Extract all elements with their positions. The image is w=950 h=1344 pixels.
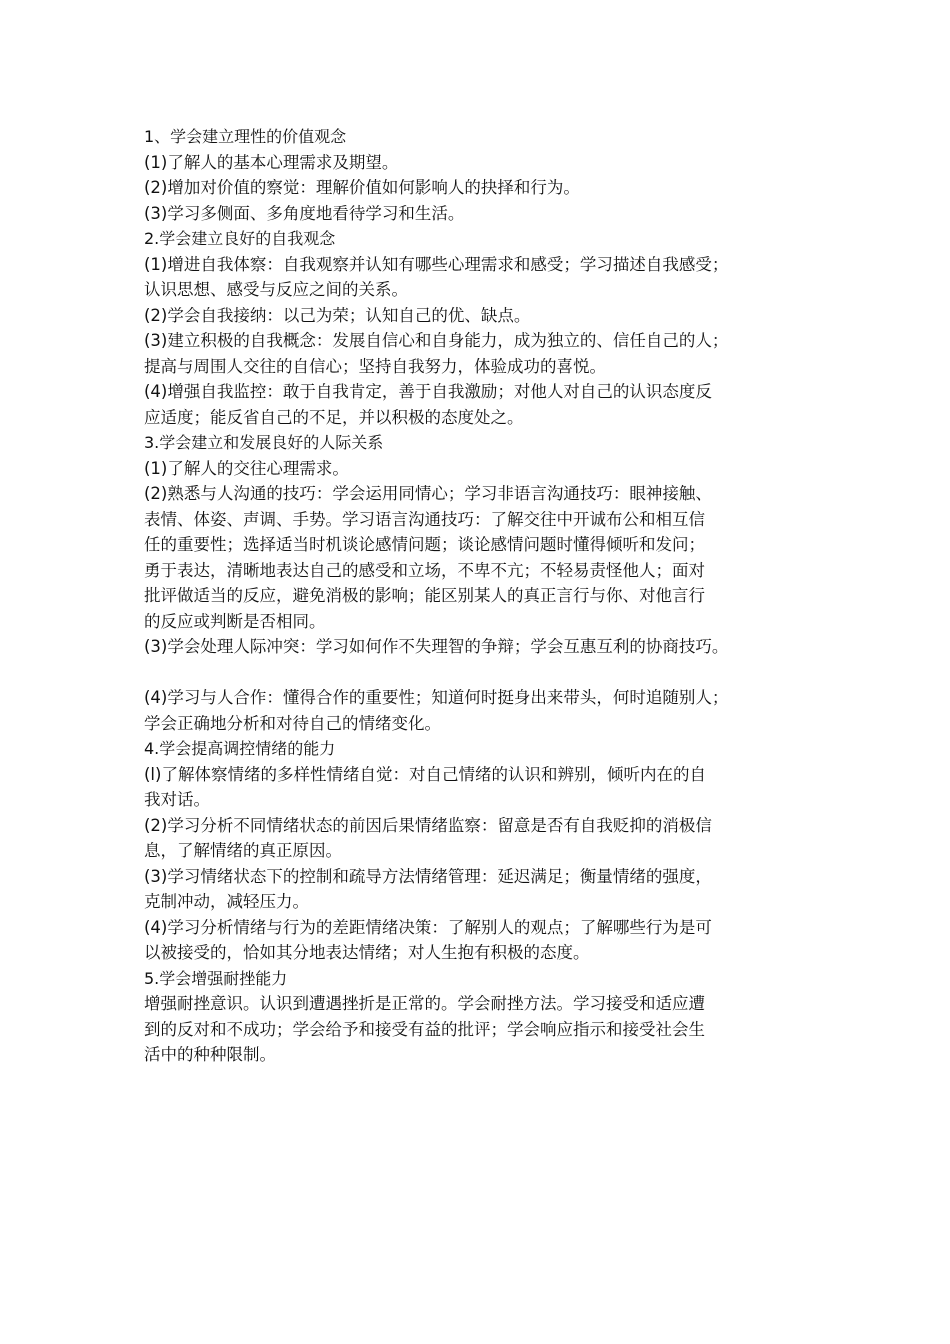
section-heading-4: 4.学会提高调控情绪的能力 xyxy=(144,739,336,758)
section-heading-2: 2.学会建立良好的自我观念 xyxy=(144,229,336,248)
section-heading-3: 3.学会建立和发展良好的人际关系 xyxy=(144,433,384,452)
paragraph-line: 我对话。 xyxy=(144,790,210,809)
paragraph-line: 应适度；能反省自己的不足，并以积极的态度处之。 xyxy=(144,407,524,427)
paragraph-line: (4)增强自我监控：敢于自我肯定，善于自我激励；对他人对自己的认识态度反 xyxy=(144,382,712,401)
paragraph-line: 息，了解情绪的真正原因。 xyxy=(144,841,342,860)
paragraph-line: 克制冲动，减轻压力。 xyxy=(144,892,309,911)
paragraph-line: (1)了解人的交往心理需求。 xyxy=(144,458,349,478)
paragraph-line: 认识思想、感受与反应之间的关系。 xyxy=(144,280,408,299)
paragraph-line: 学会正确地分析和对待自己的情绪变化。 xyxy=(144,713,441,733)
paragraph-line: (2)增加对价值的察觉：理解价值如何影响人的抉择和行为。 xyxy=(144,178,580,197)
paragraph-line: 到的反对和不成功；学会给予和接受有益的批评；学会响应指示和接受社会生 xyxy=(144,1019,705,1039)
paragraph-line: (4)学习分析情绪与行为的差距情绪决策：了解别人的观点；了解哪些行为是可 xyxy=(144,917,712,937)
paragraph-line: (1)了解人的基本心理需求及期望。 xyxy=(144,152,399,172)
paragraph-line: (4)学习与人合作：懂得合作的重要性；知道何时挺身出来带头，何时追随别人； xyxy=(144,688,729,707)
paragraph-line: 任的重要性；选择适当时机谈论感情问题；谈论感情问题时懂得倾听和发问； xyxy=(144,535,705,554)
paragraph-line: 表情、体姿、声调、手势。学习语言沟通技巧：了解交往中开诚布公和相互信 xyxy=(144,509,705,529)
paragraph-line: (l)了解体察情绪的多样性情绪自觉：对自己情绪的认识和辨别，倾听内在的自 xyxy=(144,764,706,784)
section-heading-1: 1、学会建立理性的价值观念 xyxy=(144,127,347,146)
paragraph-line: (3)学习情绪状态下的控制和疏导方法情绪管理：延迟满足；衡量情绪的强度， xyxy=(144,866,712,886)
paragraph-line: 增强耐挫意识。认识到遭遇挫折是正常的。学会耐挫方法。学习接受和适应遭 xyxy=(144,994,705,1013)
paragraph-line: 活中的种种限制。 xyxy=(144,1045,276,1064)
blank-line xyxy=(144,660,824,686)
paragraph-line: 批评做适当的反应，避免消极的影响；能区别某人的真正言行与你、对他言行 xyxy=(144,586,705,605)
paragraph-line: 以被接受的，恰如其分地表达情绪；对人生抱有积极的态度。 xyxy=(144,943,590,962)
section-heading-5: 5.学会增强耐挫能力 xyxy=(144,968,288,988)
paragraph-line: (2)学习分析不同情绪状态的前因后果情绪监察：留意是否有自我贬抑的消极信 xyxy=(144,815,712,835)
paragraph-line: 勇于表达，清晰地表达自己的感受和立场，不卑不亢；不轻易责怪他人；面对 xyxy=(144,560,705,580)
document-body xyxy=(144,124,824,1068)
paragraph-line: 的反应或判断是否相同。 xyxy=(144,611,326,631)
paragraph-line: (3)学会处理人际冲突：学习如何作不失理智的争辩；学会互惠互利的协商技巧。 xyxy=(144,637,729,656)
paragraph-line: (2)熟悉与人沟通的技巧：学会运用同情心；学习非语言沟通技巧：眼神接触、 xyxy=(144,484,712,503)
paragraph-line: (1)增进自我体察：自我观察并认知有哪些心理需求和感受；学习描述自我感受； xyxy=(144,254,729,274)
paragraph-line: (3)学习多侧面、多角度地看待学习和生活。 xyxy=(144,203,465,223)
paragraph-line: (2)学会自我接纳：以己为荣；认知自己的优、缺点。 xyxy=(144,305,531,325)
paragraph-line: (3)建立积极的自我概念：发展自信心和自身能力，成为独立的、信任自己的人； xyxy=(144,331,729,350)
paragraph-line: 提高与周围人交往的自信心；坚持自我努力，体验成功的喜悦。 xyxy=(144,356,606,376)
